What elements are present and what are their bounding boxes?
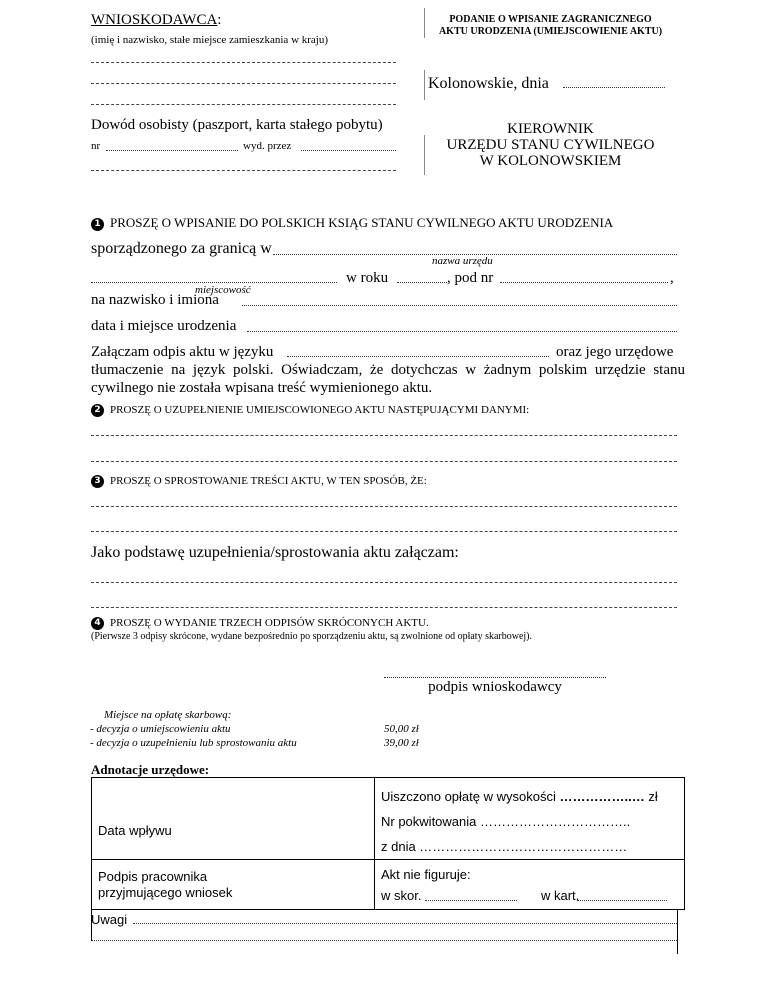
section3-heading: 3 PROSZĘ O SPROSTOWANIE TREŚCI AKTU, W TEN SPOSÓB, ŻE:: [91, 475, 427, 488]
act-not-listed-label: Akt nie figuruje:: [381, 867, 471, 882]
in-year-label: w roku: [346, 270, 389, 286]
fee-item2-amount: 39,00 zł: [384, 737, 419, 749]
received-date-cell[interactable]: [92, 778, 375, 860]
place-date-label: Kolonowskie, dnia: [428, 75, 549, 92]
issued-by-line-2[interactable]: [91, 170, 396, 171]
attach-translation-suffix: oraz jego urzędowe: [556, 344, 674, 360]
remarks-label: Uwagi: [91, 912, 128, 927]
receipt-number-text: Nr pokwitowania ……………………………..: [381, 814, 631, 829]
attach-translation-label: Załączam odpis aktu w języku: [91, 344, 274, 360]
recipient-line2: URZĘDU STANU CYWILNEGO: [446, 137, 655, 153]
applicant-line-2[interactable]: [91, 83, 396, 84]
fee-item2-label: - decyzja o uzupełnieniu lub sprostowaniu aktu: [90, 737, 297, 749]
volume-label: w skor.: [381, 888, 422, 903]
recipient-line1: KIEROWNIK: [507, 121, 594, 137]
issued-by-field[interactable]: [301, 150, 396, 151]
drawn-abroad-label: sporządzonego za granicą w: [91, 240, 272, 257]
remarks-line-2[interactable]: [91, 940, 677, 941]
act-not-listed-cell: [375, 860, 685, 910]
recipient-line3: W KOLONOWSKIEM: [479, 153, 622, 169]
header-divider-bottom: [424, 135, 425, 175]
fee-paid-cell: [375, 778, 685, 860]
fee-paid-text: Uiszczono opłatę w wysokości ……………..… zł: [381, 789, 658, 804]
act-number-label: , pod nr: [447, 270, 494, 286]
applicant-title: WNIOSKODAWCA:: [91, 12, 222, 28]
surname-names-field[interactable]: [242, 305, 677, 306]
supplement-line-1[interactable]: [91, 435, 677, 436]
basis-label: Jako podstawę uzupełnienia/sprostowania aktu załączam:: [91, 544, 459, 561]
surname-names-label: na nazwisko i imiona: [91, 292, 219, 308]
remarks-left-border: [91, 909, 92, 941]
section3-number-icon: 3: [91, 475, 104, 488]
volume-field[interactable]: [425, 900, 517, 901]
remarks-right-border: [677, 909, 678, 954]
receipt-date-text: z dnia …………………………………………: [381, 839, 628, 854]
date-field[interactable]: [563, 87, 665, 88]
applicant-line-1[interactable]: [91, 62, 396, 63]
clerk-signature-cell[interactable]: [92, 860, 375, 910]
supplement-line-2[interactable]: [91, 461, 677, 462]
id-number-label: nr: [91, 140, 101, 152]
issued-by-label: wyd. przez: [243, 140, 292, 152]
applicant-subtitle: (imię i nazwisko, stałe miejsce zamieszkania w kraju): [91, 34, 329, 46]
header-divider-top: [424, 8, 425, 38]
fee-item1-label: - decyzja o umiejscowieniu aktu: [90, 723, 231, 735]
section4-heading: 4 PROSZĘ O WYDANIE TRZECH ODPISÓW SKRÓCONYCH AKTU.: [91, 617, 429, 630]
form-title-line1: PODANIE O WPISANIE ZAGRANICZNEGO: [449, 14, 652, 25]
statement-text: tłumaczenie na język polski. Oświadczam, że dotychczas w żadnym polskim urzędzie stanu cywilnego nie została wpisana treść wymienionego aktu.: [91, 362, 685, 396]
basis-line-1[interactable]: [91, 582, 677, 583]
id-document-label: Dowód osobisty (paszport, karta stałego pobytu): [91, 117, 383, 133]
birth-field[interactable]: [247, 331, 677, 332]
act-number-field[interactable]: [500, 282, 668, 283]
official-table: [91, 777, 685, 910]
signature-label: podpis wnioskodawcy: [428, 679, 562, 695]
section1-number-icon: 1: [91, 218, 104, 231]
clerk-signature-line2: przyjmującego wniosek: [98, 884, 233, 900]
birth-label: data i miejsce urodzenia: [91, 318, 237, 334]
language-field[interactable]: [287, 356, 549, 357]
fee-item1-amount: 50,00 zł: [384, 723, 419, 735]
fees-title: Miejsce na opłatę skarbową:: [104, 709, 232, 721]
card-field[interactable]: [577, 900, 667, 901]
received-date-label: Data wpływu: [98, 823, 172, 838]
form-title-line2: AKTU URODZENIA (UMIEJSCOWIENIE AKTU): [438, 26, 663, 37]
basis-line-2[interactable]: [91, 607, 677, 608]
office-name-hint: nazwa urzędu: [432, 255, 493, 267]
id-number-field[interactable]: [106, 150, 238, 151]
correction-line-1[interactable]: [91, 506, 677, 507]
section4-note: (Pierwsze 3 odpisy skrócone, wydane bezpośrednio po sporządzeniu aktu, są zwolnione od opłaty skarbowej).: [91, 631, 532, 642]
section1-heading: 1 PROSZĘ O WPISANIE DO POLSKICH KSIĄG STANU CYWILNEGO AKTU URODZENIA: [91, 215, 613, 231]
clerk-signature-line1: Podpis pracownika: [98, 868, 208, 884]
place-hint: miejscowość: [195, 284, 251, 296]
signature-field[interactable]: [384, 677, 606, 678]
place-field[interactable]: [91, 282, 337, 283]
official-title: Adnotacje urzędowe:: [91, 762, 210, 777]
card-label: w kart.: [541, 888, 580, 903]
applicant-line-3[interactable]: [91, 104, 396, 105]
remarks-line-1[interactable]: [133, 923, 677, 924]
header-divider-mid: [424, 70, 425, 100]
section4-number-icon: 4: [91, 617, 104, 630]
section2-number-icon: 2: [91, 404, 104, 417]
correction-line-2[interactable]: [91, 531, 677, 532]
section2-heading: 2 PROSZĘ O UZUPEŁNIENIE UMIEJSCOWIONEGO AKTU NASTĘPUJĄCYMI DANYMI:: [91, 404, 529, 417]
year-field[interactable]: [397, 282, 447, 283]
act-number-comma: ,: [670, 270, 674, 286]
